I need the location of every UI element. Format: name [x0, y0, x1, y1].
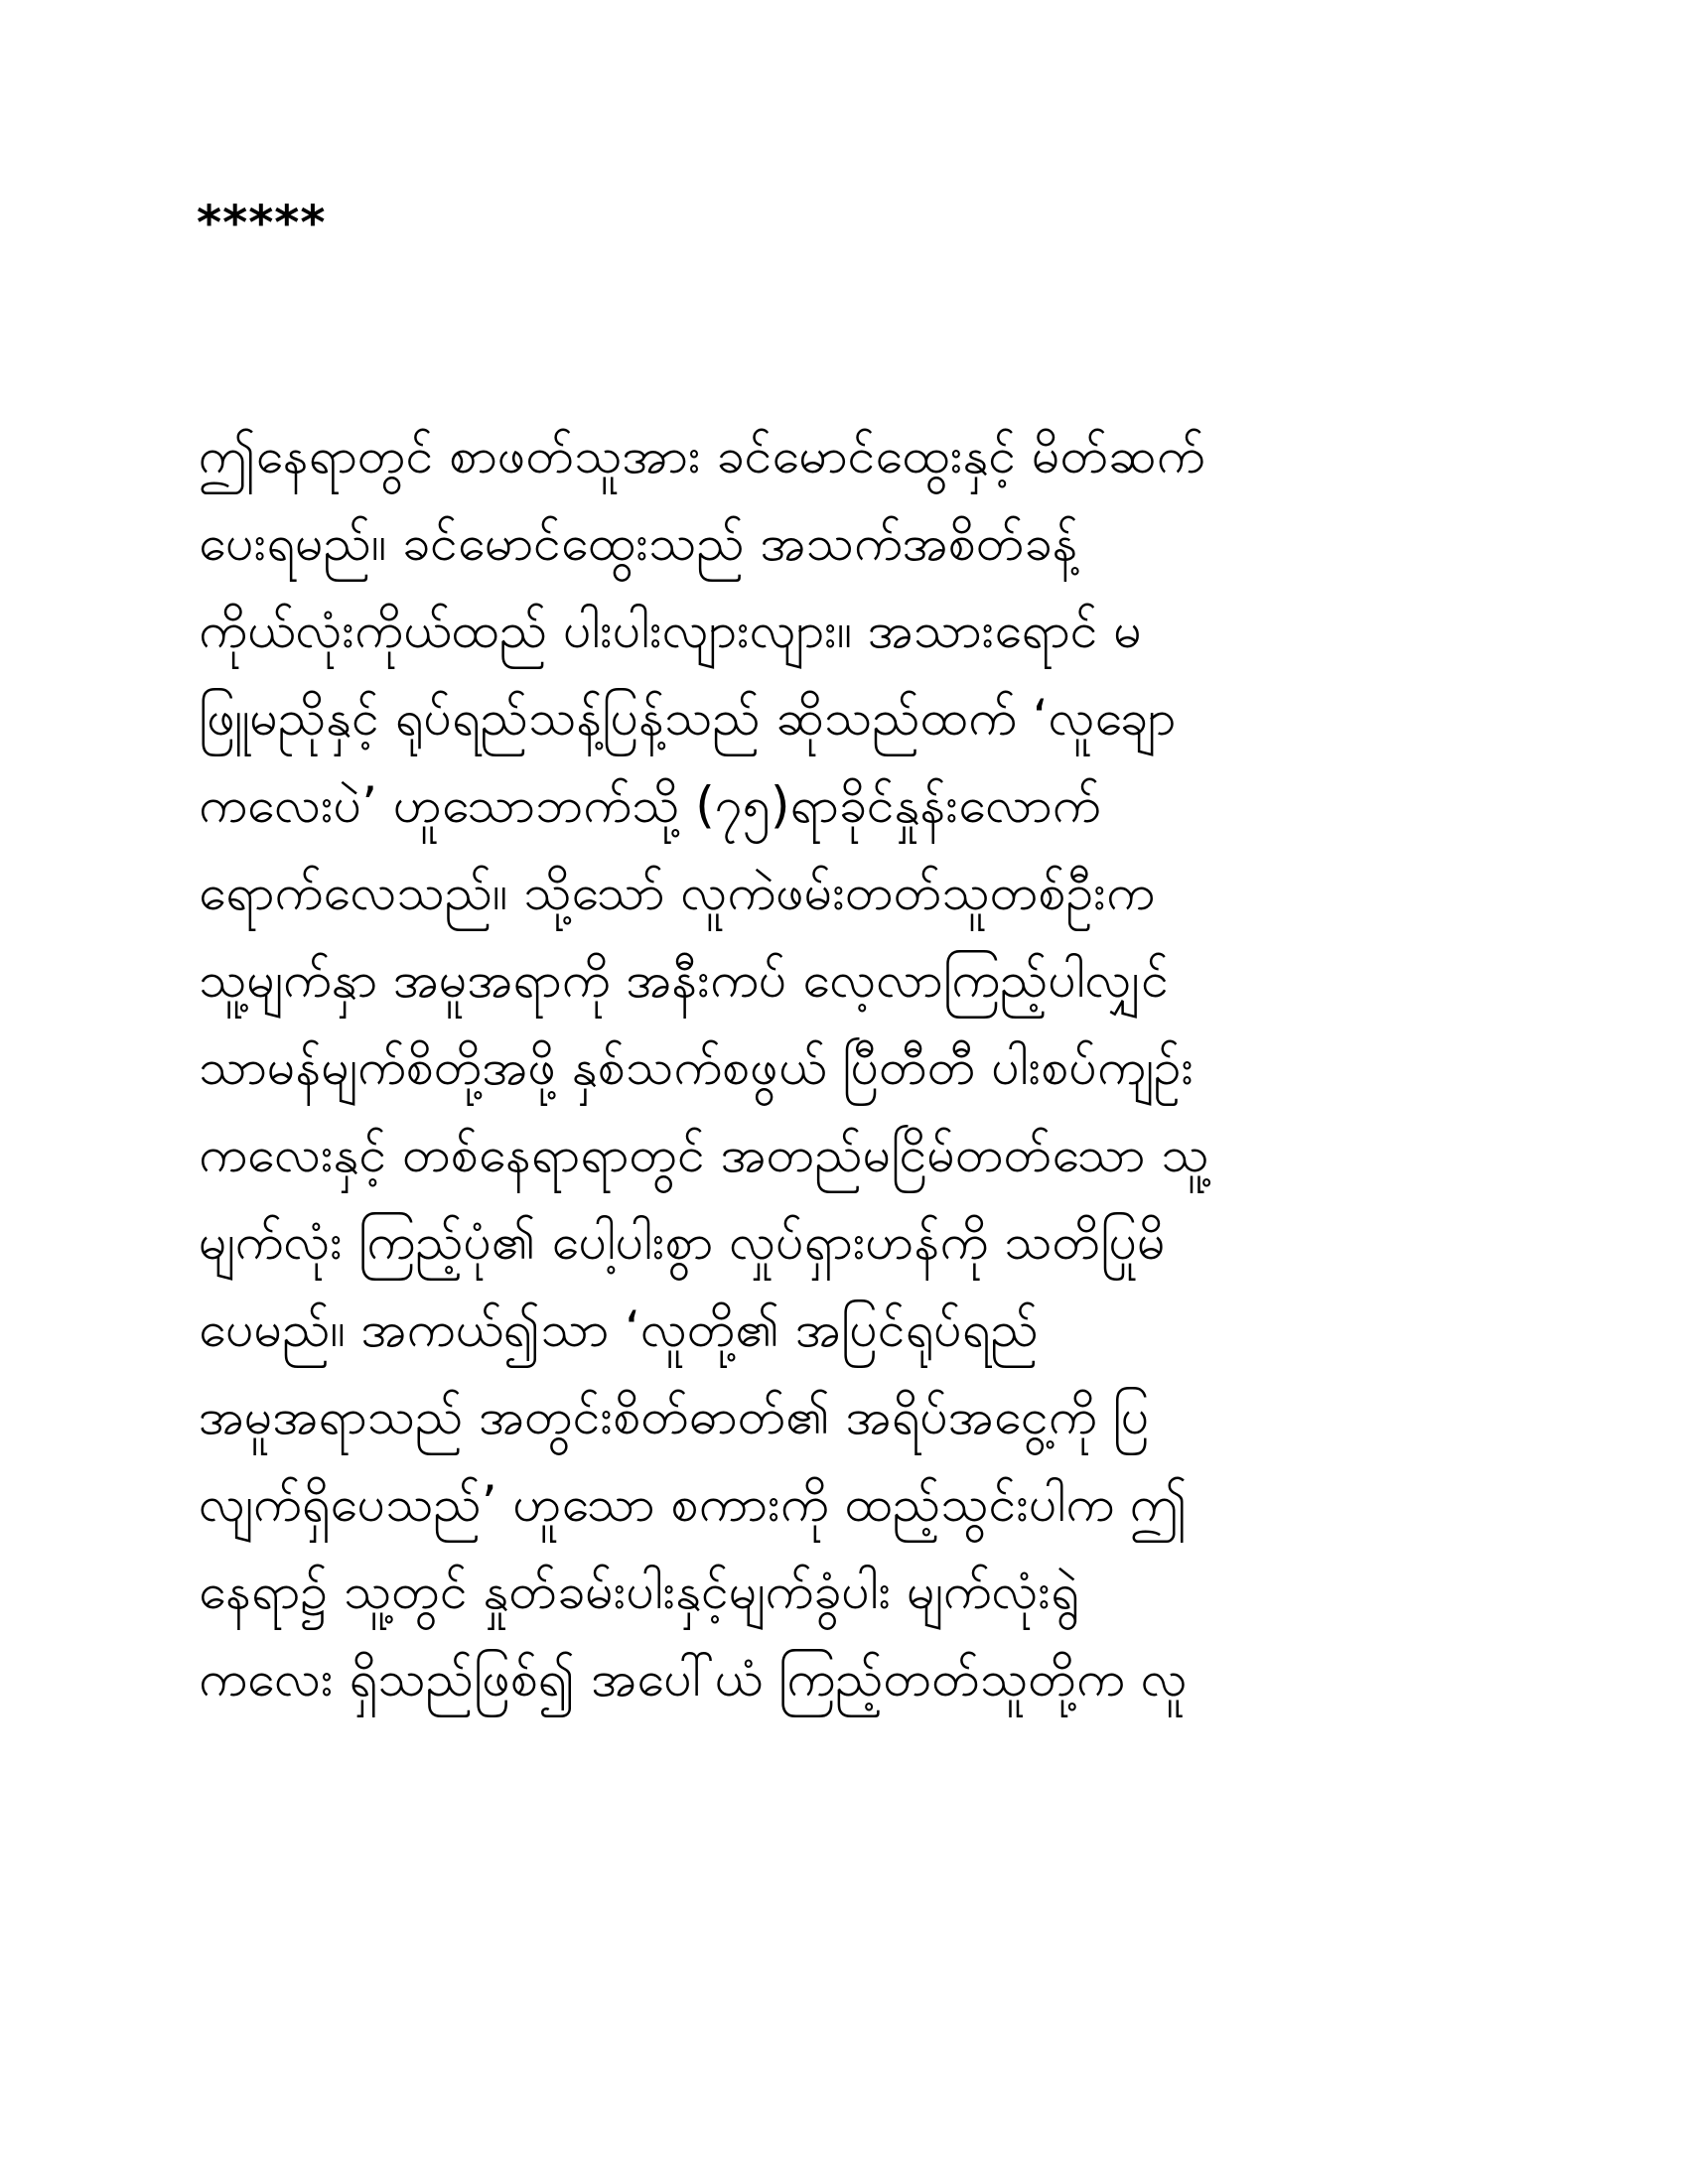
text-line: နေရာ၌ သူ့တွင် နှုတ်ခမ်းပါးနှင့်မျက်ခွံပါး မျက်လုံးရွဲ — [199, 1563, 1079, 1620]
body-paragraph — [199, 412, 1509, 1722]
text-line: ပေမည်။ အကယ်၍သာ ‘လူတို့၏ အပြင်ရုပ်ရည် — [199, 1300, 1039, 1358]
section-separator: ***** — [197, 196, 327, 251]
text-line: ရောက်လေသည်။ သို့သော် လူကဲဖမ်းတတ်သူတစ်ဦးက — [199, 864, 1155, 921]
text-line: ဤနေရာတွင် စာဖတ်သူအား ခင်မောင်ထွေးနှင့် မိတ်ဆက် — [199, 427, 1205, 484]
text-line: ဖြူမညိုနှင့် ရုပ်ရည်သန့်ပြန့်သည် ဆိုသည်ထက် ‘လူချော — [199, 689, 1177, 747]
text-line: ပေးရမည်။ ခင်မောင်ထွေးသည် အသက်အစိတ်ခန့် — [199, 514, 1078, 572]
text-line: လျက်ရှိပေသည်’ ဟူသော စကားကို ထည့်သွင်းပါက ဤ — [199, 1475, 1188, 1533]
text-line: သူ့မျက်နှာ အမူအရာကို အနီးကပ် လေ့လာကြည့်ပါလျှင် — [199, 951, 1170, 1009]
text-line: သာမန်မျက်စိတို့အဖို့ နှစ်သက်စဖွယ် ပြီတီတီ ပါးစပ်ကျဉ်း — [199, 1038, 1195, 1096]
text-line: ကိုယ်လုံးကိုယ်ထည် ပါးပါးလျားလျား။ အသားရောင် မ — [199, 602, 1142, 659]
text-line: မျက်လုံး ကြည့်ပုံ၏ ပေါ့ပါးစွာ လှုပ်ရှားဟန်ကို သတိပြုမိ — [199, 1213, 1166, 1271]
text-line: ကလေးနှင့် တစ်နေရာရာတွင် အတည်မငြိမ်တတ်သော သူ့ — [199, 1126, 1209, 1183]
text-line: ကလေးပဲ’ ဟူသောဘက်သို့ (၇၅)ရာခိုင်နှုန်းလောက် — [199, 776, 1101, 834]
text-line: ကလေး ရှိသည်ဖြစ်၍ အပေါ်ယံ ကြည့်တတ်သူတို့က လူ — [199, 1650, 1188, 1707]
text-line: အမူအရာသည် အတွင်းစိတ်ဓာတ်၏ အရိပ်အငွေ့ကို ပြ — [199, 1388, 1150, 1445]
